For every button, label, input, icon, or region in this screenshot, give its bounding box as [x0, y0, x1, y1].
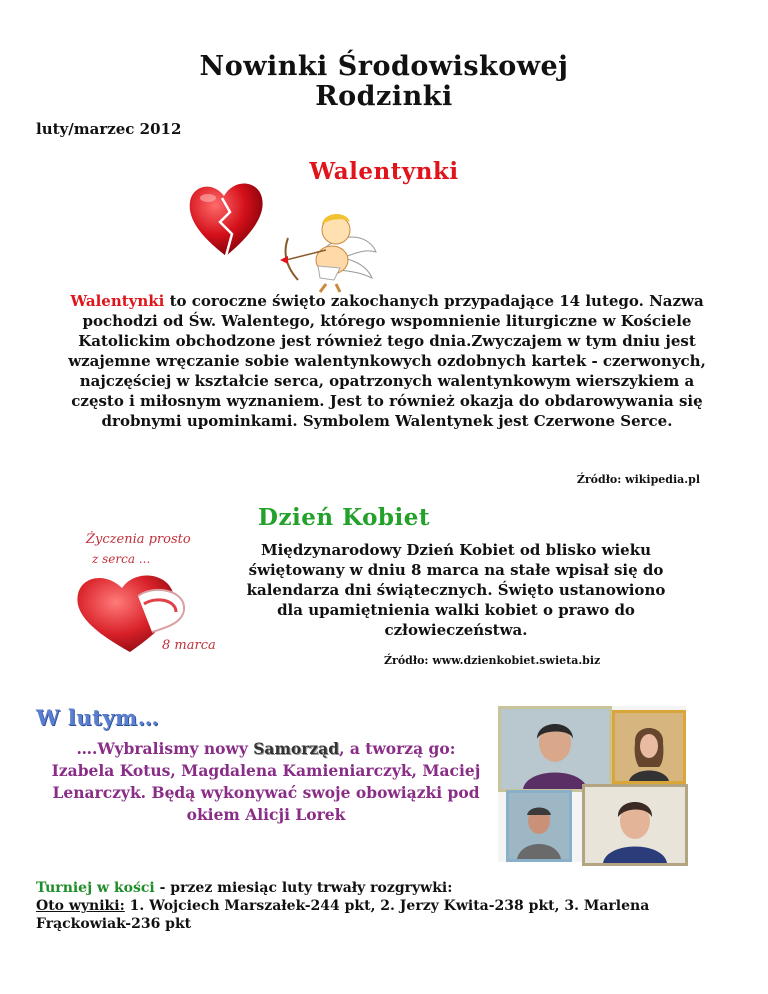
- tournament-label: Turniej w kości: [36, 880, 155, 896]
- photo-frame-3: [506, 790, 572, 862]
- valentines-source: Źródło: wikipedia.pl: [576, 473, 700, 486]
- broken-heart-image: [186, 178, 266, 262]
- council-photo-collage: [498, 706, 686, 862]
- womens-day-source: Źródło: www.dzienkobiet.swieta.biz: [384, 654, 601, 667]
- tournament-paragraph: [36, 879, 726, 933]
- person-photo-1: [501, 709, 609, 789]
- issue-date: luty/marzec 2012: [36, 120, 182, 138]
- card-text-line-1: Życzenia prosto: [86, 532, 191, 547]
- card-text-line-2: z serca ...: [92, 552, 151, 566]
- person-photo-2: [615, 713, 683, 781]
- february-heading: W lutym…: [36, 705, 160, 730]
- person-photo-4: [585, 787, 685, 863]
- womens-day-heading: Dzień Kobiet: [258, 504, 431, 531]
- valentines-paragraph: [52, 291, 722, 431]
- photo-frame-4: [582, 784, 688, 866]
- results-text: 1. Wojciech Marszałek-244 pkt, 2. Jerzy Kwita-238 pkt, 3. Marlena Frąckowiak-236 pkt: [36, 898, 650, 932]
- results-label: Oto wyniki:: [36, 898, 125, 914]
- womens-day-paragraph: Międzynarodowy Dzień Kobiet od blisko wieku świętowany w dniu 8 marca na stałe wpisał się do kalendarza dni świątecznych. Święto ustanowiono dla upamiętnienia walki kobiet o prawo do człowieczeństwa.: [246, 541, 666, 639]
- valentines-text: to coroczne święto zakochanych przypadające 14 lutego. Nazwa pochodzi od Św. Walentego, którego wspomnienie liturgiczne w Kościele Katolickim obchodzone jest również tego dnia.Zwyczajem w tym dniu jest wzajemne wręczanie sobie walentynkowych ozdobnych kartek - czerwonych, najczęściej w kształcie serca, opatrzonych walentynkowym wierszykiem a często i miłosnym wyznaniem. Jest to również okazja do obdarowywania się drobnymi upominkami. Symbolem Walentynek jest Czerwone Serce.: [68, 292, 706, 430]
- photo-frame-1: [498, 706, 612, 792]
- valentines-heading: Walentynki: [309, 158, 459, 185]
- title-line-1: Nowinki Środowiskowej: [199, 51, 569, 82]
- council-highlight: Samorząd: [253, 739, 340, 758]
- person-photo-3: [509, 793, 569, 859]
- page-title: [0, 52, 768, 112]
- february-text-before: ….Wybralismy nowy: [76, 739, 254, 758]
- valentines-lead: Walentynki: [70, 292, 165, 310]
- photo-frame-2: [612, 710, 686, 784]
- title-line-2: Rodzinki: [315, 81, 453, 112]
- february-paragraph: [44, 738, 488, 826]
- cupid-image: [270, 208, 380, 294]
- february-text-after: , a tworzą go: Izabela Kotus, Magdalena Kamieniarczyk, Maciej Lenarczyk. Będą wykonywać swoje obowiązki pod okiem Alicji Lorek: [51, 739, 481, 824]
- womens-day-card-image: [54, 530, 234, 664]
- card-date: 8 marca: [162, 638, 216, 653]
- tournament-intro: - przez miesiąc luty trwały rozgrywki:: [154, 880, 453, 896]
